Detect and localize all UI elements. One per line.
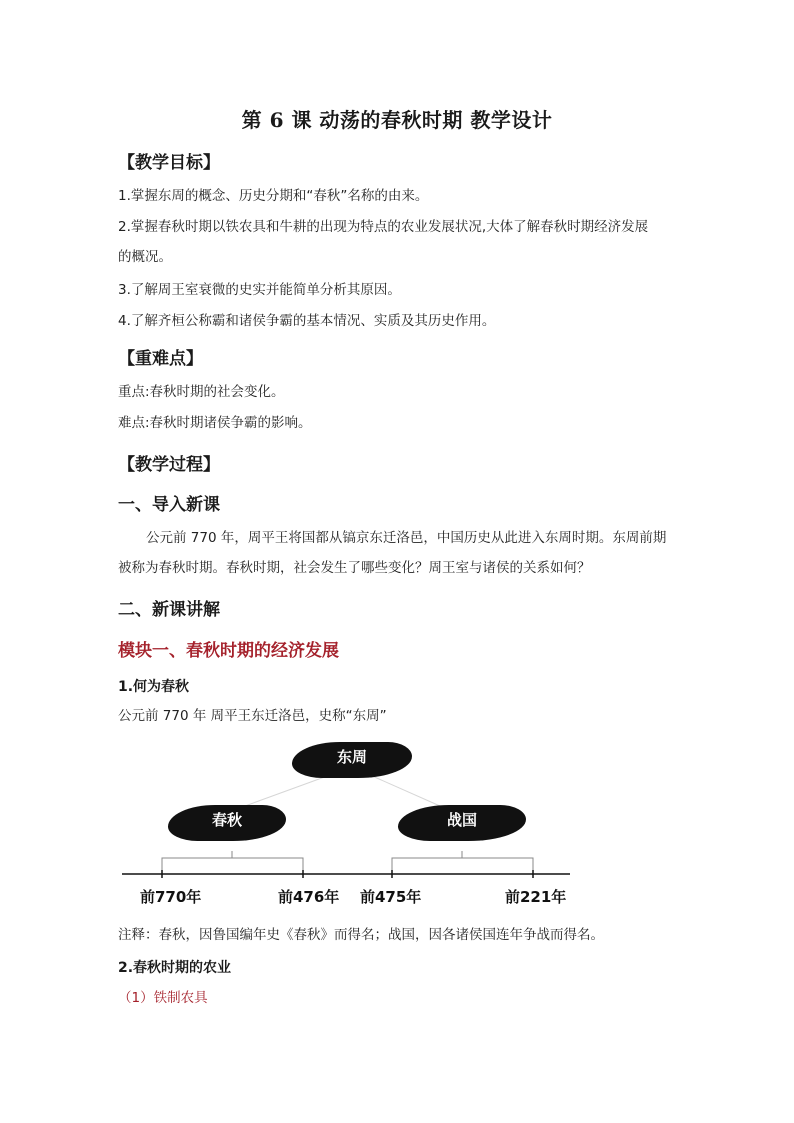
keypoint-difficult: 难点:春秋时期诸侯争霸的影响。 [118,415,312,431]
connector-right [370,775,440,806]
section-process-heading: 【教学过程】 [118,455,220,475]
node-zhanguo-label: 战国 [446,811,477,829]
note-line: 注释：春秋，因鲁国编年史《春秋》而得名；战国，因各诸侯国连年争战而得名。 [118,927,604,943]
bracket-left [162,858,303,870]
objective-3: 3.了解周王室衰微的史实并能简单分析其原因。 [118,282,401,298]
module-heading: 模块一、春秋时期的经济发展 [118,641,339,661]
intro-line-2: 被称为春秋时期。春秋时期，社会发生了哪些变化？周王室与诸侯的关系如何？ [118,560,591,576]
objective-2-cont: 的概况。 [118,249,172,265]
lecture-heading: 二、新课讲解 [118,600,220,620]
tick-label-475: 前475年 [360,888,422,906]
objective-4: 4.了解齐桓公称霸和诸侯争霸的基本情况、实质及其历史作用。 [118,313,496,329]
node-chunqiu-label: 春秋 [211,811,242,829]
document-title: 第 6 课 动荡的春秋时期 教学设计 [241,108,553,132]
tick-label-770: 前770年 [140,888,202,906]
subsection-1: 1.何为春秋 [118,679,190,695]
node-dongzhou-label: 东周 [336,748,367,766]
intro-heading: 一、导入新课 [118,495,220,515]
objective-2: 2.掌握春秋时期以铁农具和牛耕的出现为特点的农业发展状况,大体了解春秋时期经济发展 [118,219,649,235]
subsection-2-item-1: （1）铁制农具 [118,990,208,1006]
bracket-right [392,858,533,870]
subsection-1-line: 公元前 770 年 周平王东迁洛邑，史称“东周” [118,708,387,724]
intro-line-1: 公元前 770 年，周平王将国都从镐京东迁洛邑，中国历史从此进入东周时期。东周前期 [146,530,667,546]
objective-1: 1.掌握东周的概念、历史分期和“春秋”名称的由来。 [118,188,429,204]
section-keypoints-heading: 【重难点】 [118,349,203,369]
connector-left [245,775,330,806]
tick-label-221: 前221年 [505,888,567,906]
keypoint-main: 重点:春秋时期的社会变化。 [118,384,285,400]
tick-label-476: 前476年 [278,888,340,906]
subsection-2: 2.春秋时期的农业 [118,960,232,976]
section-objectives-heading: 【教学目标】 [118,153,220,173]
